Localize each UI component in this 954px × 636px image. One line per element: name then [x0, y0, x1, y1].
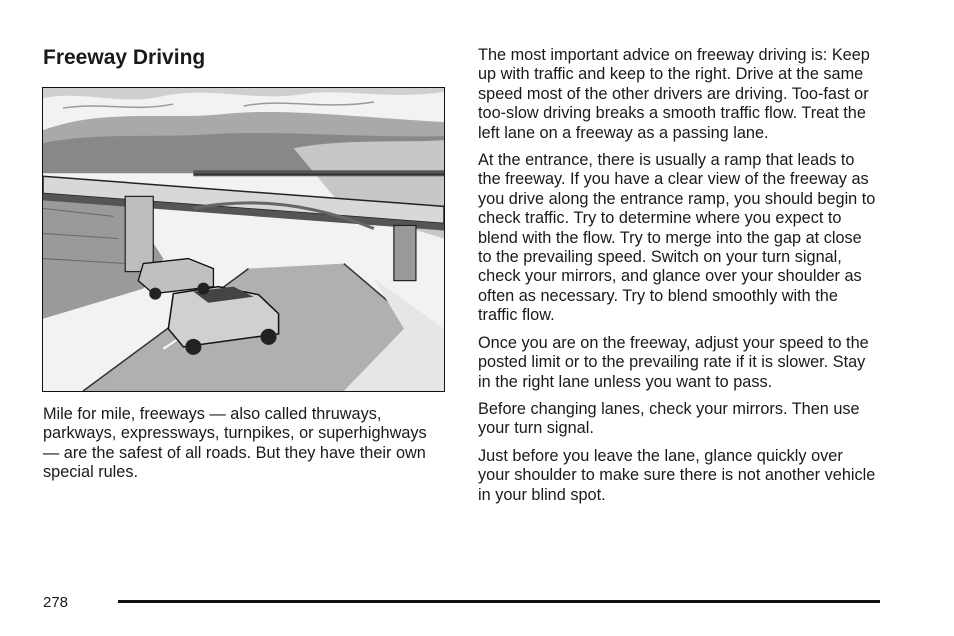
- paragraph-on-freeway: Once you are on the freeway, adjust your speed to the posted limit or to the prevailing rate if it is slower. Stay in the right lane unless you want to pass.: [478, 333, 869, 391]
- section-title: Freeway Driving: [43, 46, 206, 69]
- paragraph-advice: The most important advice on freeway driving is: Keep up with traffic and keep to the right. Drive at the same speed most of the other drivers are driving. Too-fast or too-slow driving breaks a smooth traffic flow. Treat the left lane on a freeway as a passing lane.: [478, 46, 870, 142]
- footer-rule: [118, 600, 880, 603]
- intro-paragraph: Mile for mile, freeways — also called thruways, parkways, expressways, turnpikes, or superhighways — are the safest of all roads. But they have their own special rules.: [43, 405, 427, 482]
- body-text: [478, 46, 878, 513]
- page-number: 278: [43, 594, 69, 611]
- freeway-scene-icon: [43, 88, 444, 391]
- paragraph-entrance: At the entrance, there is usually a ramp that leads to the freeway. If you have a clear view of the freeway as you drive along the entrance ramp, you should begin to check traffic. Try to determine where you expect to blend with the flow. Try to merge into the gap at close to the prevailing speed. Switch on your turn signal, check your mirrors, and glance over your shoulder as often as necessary. Try to blend smoothly with the traffic flow.: [478, 151, 876, 325]
- paragraph-blind-spot: Just before you leave the lane, glance quickly over your shoulder to make sure there is not another vehicle in your blind spot.: [478, 446, 876, 504]
- paragraph-changing-lanes: Before changing lanes, check your mirrors. Then use your turn signal.: [478, 399, 860, 438]
- freeway-overpass-illustration: [42, 87, 445, 392]
